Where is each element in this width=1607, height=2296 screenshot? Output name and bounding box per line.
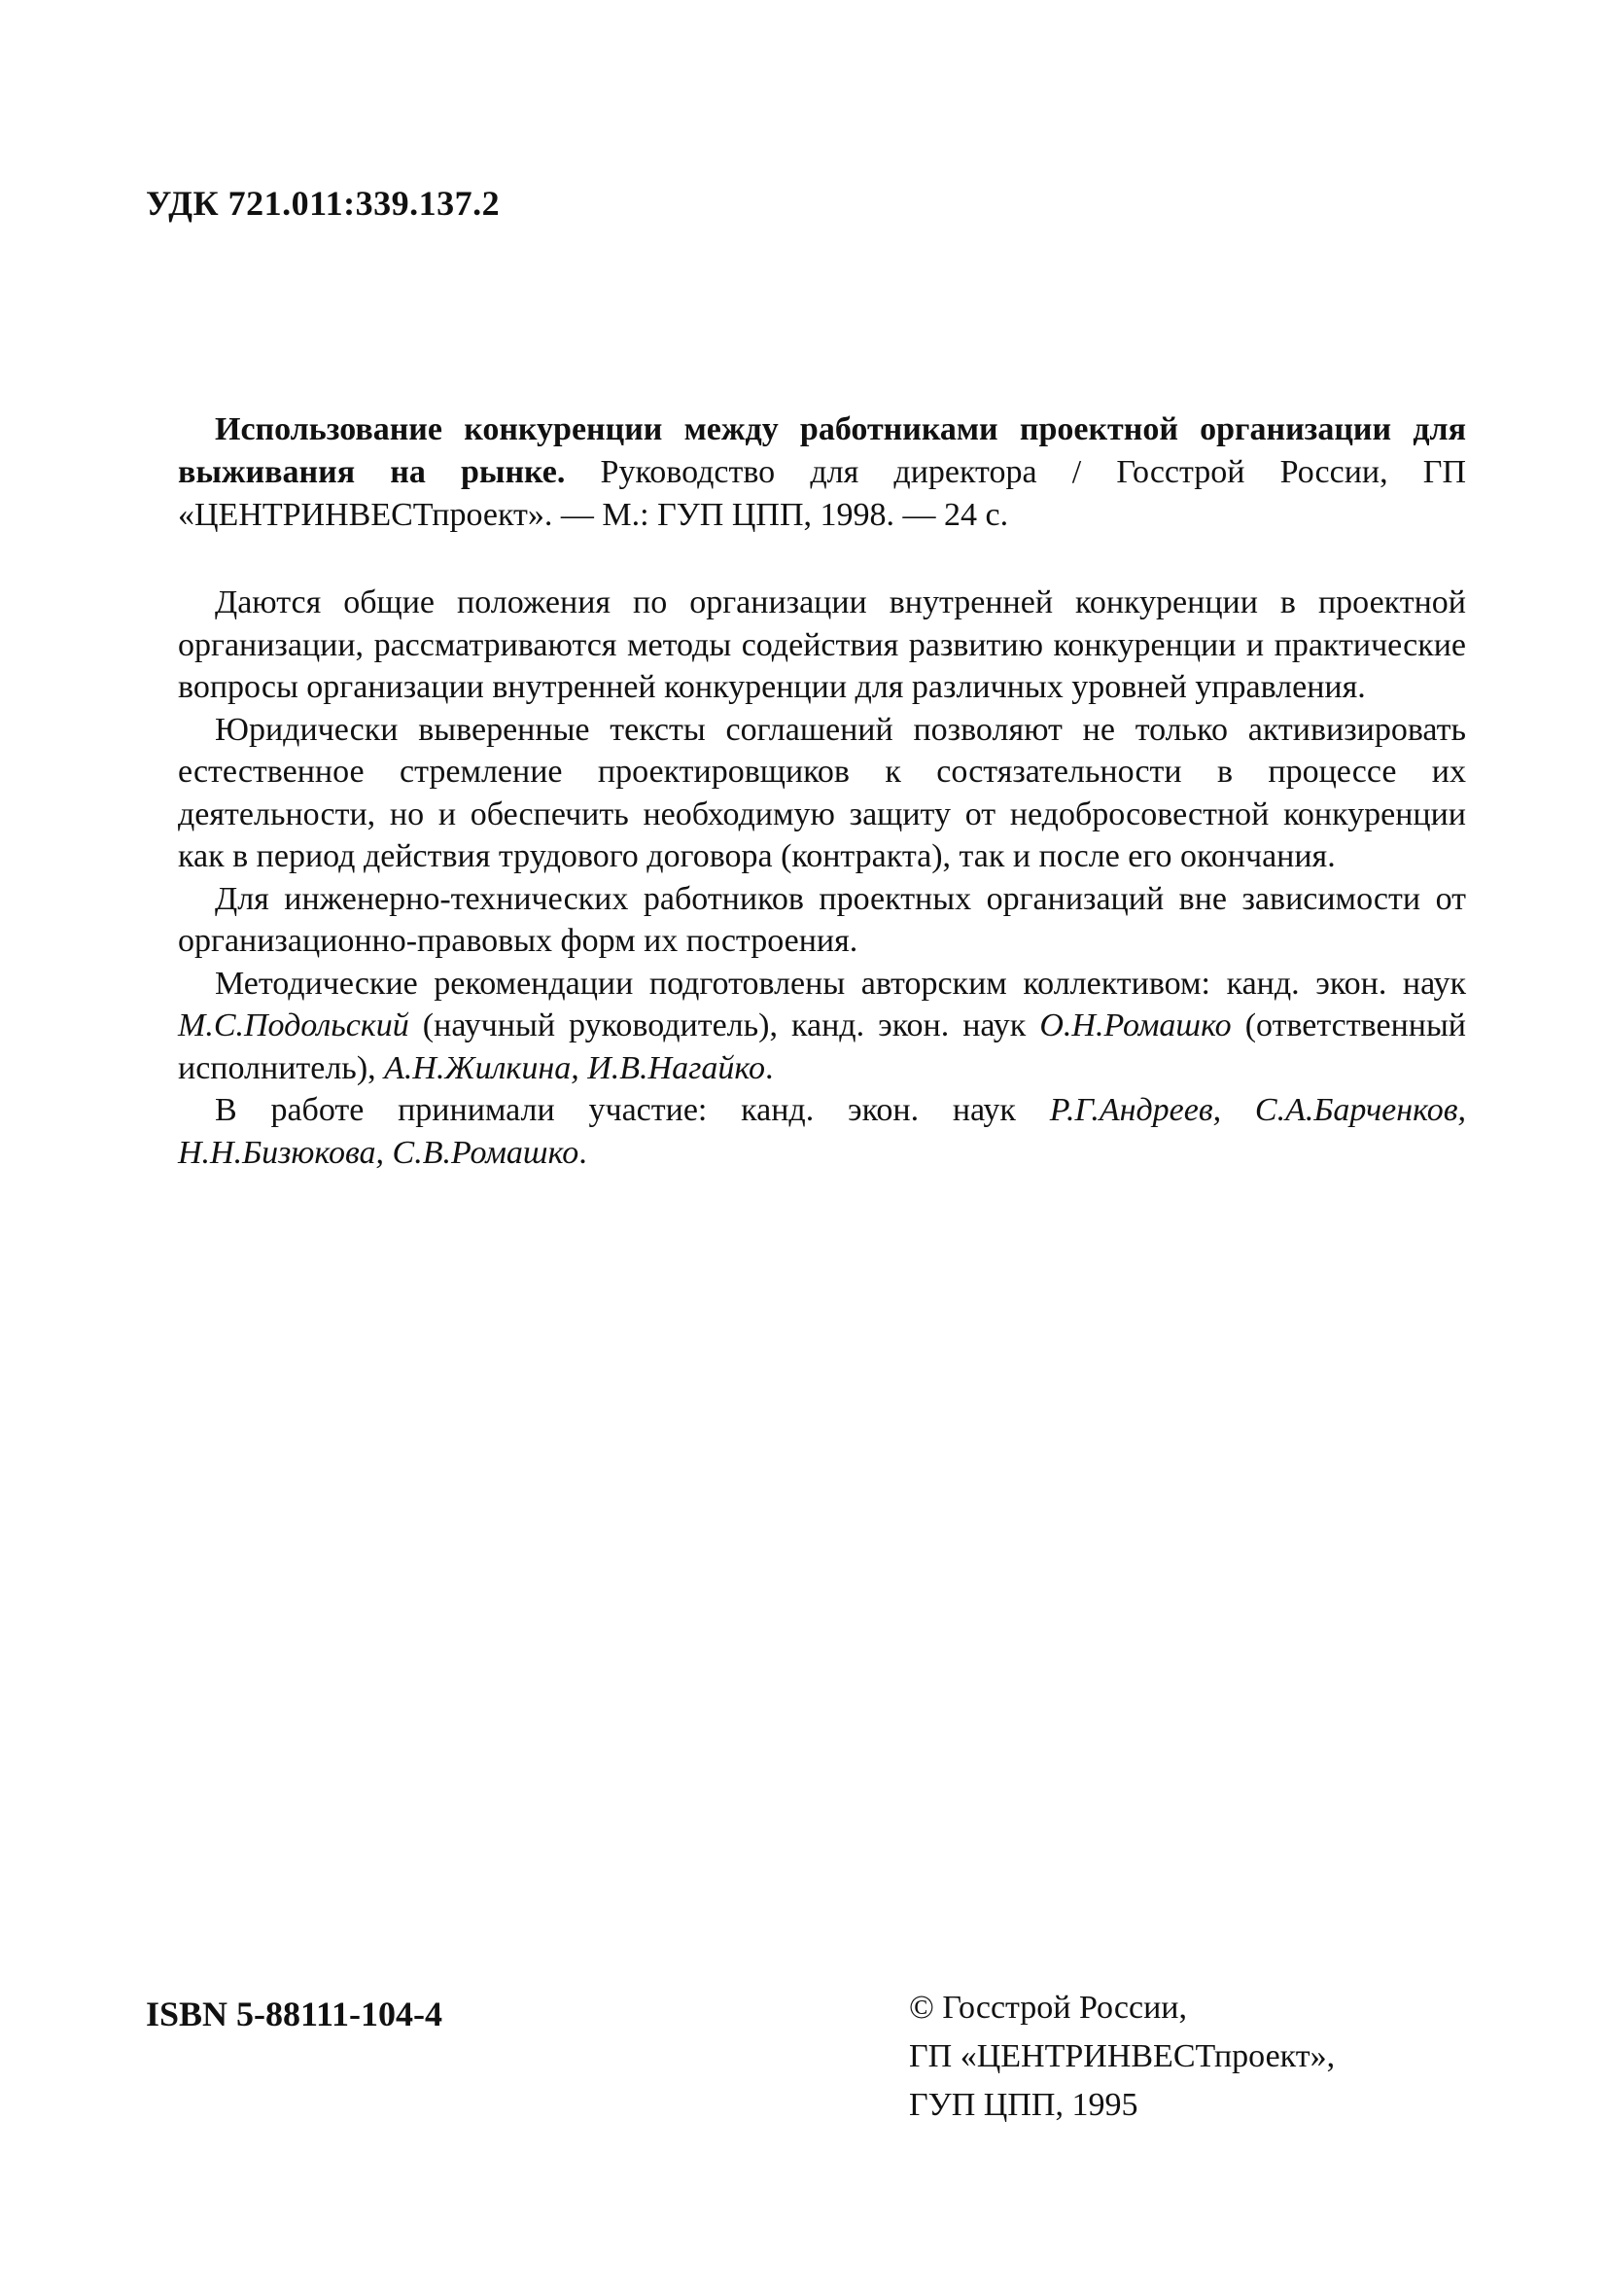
abstract-paragraph-3: Для инженерно-технических работников проектных организаций вне зависимости от организационно-правовых форм их построения. bbox=[178, 880, 1466, 959]
participant-name: Р.Г.Андреев, bbox=[1049, 1092, 1222, 1128]
participants-paragraph bbox=[178, 1089, 1466, 1174]
author-name: М.С.Подольский bbox=[178, 1007, 409, 1043]
author-name: О.Н.Ромашко bbox=[1039, 1007, 1232, 1043]
author-name: А.Н.Жилкина, bbox=[384, 1049, 579, 1086]
author-name: И.В.Нагайко bbox=[587, 1049, 765, 1086]
participant-name: С.В.Ромашко bbox=[392, 1134, 579, 1171]
copyright-line-1: © Госстрой России, bbox=[909, 1990, 1187, 2026]
udk-code: УДК 721.011:339.137.2 bbox=[146, 184, 501, 223]
authors-text-1: Методические рекомендации подготовлены авторским коллективом: канд. экон. наук bbox=[215, 965, 1466, 1002]
copyright-line-3: ГУП ЦПП, 1995 bbox=[909, 2087, 1138, 2123]
authors-text-2: (научный руководитель), канд. экон. наук bbox=[408, 1007, 1040, 1043]
authors-text-5: . bbox=[764, 1049, 774, 1086]
copyright-block bbox=[909, 1984, 1335, 2130]
bibliographic-record bbox=[178, 408, 1466, 537]
participants-text-1: В работе принимали участие: канд. экон. наук bbox=[215, 1092, 1050, 1128]
authors-text-3: (ответственный исполнитель), bbox=[178, 1007, 1466, 1086]
participants-text-5: . bbox=[578, 1134, 587, 1171]
participants-text-2 bbox=[1221, 1092, 1255, 1128]
participants-text-4 bbox=[384, 1135, 393, 1171]
authors-text-4 bbox=[579, 1050, 588, 1086]
abstract bbox=[178, 582, 1466, 1174]
abstract-paragraph-1: Даются общие положения по организации внутренней конкуренции в проектной организации, рассматриваются методы содействия развитию конкуренции и практические вопросы организации внутренней конкуренции для различных уровней управления. bbox=[178, 584, 1466, 705]
participant-name: Н.Н.Бизюкова, bbox=[178, 1134, 385, 1171]
isbn: ISBN 5-88111-104-4 bbox=[146, 1995, 443, 2033]
bibliographic-title: Использование конкуренции между работниками проектной организации для выживания на рынке. bbox=[178, 411, 1466, 490]
authors-paragraph bbox=[178, 963, 1466, 1090]
abstract-paragraph-2: Юридически выверенные тексты соглашений позволяют не только активизировать естественное стремление проектировщиков к состязательности в процессе их деятельности, но и обеспечить необходимую защиту от недобросовестной конкуренции как в период действия трудового договора (контракта), так и после его окончания. bbox=[178, 711, 1466, 874]
copyright-line-2: ГП «ЦЕНТРИНВЕСТпроект», bbox=[909, 2038, 1336, 2074]
bibliographic-details: Руководство для директора / Госстрой России, ГП «ЦЕНТРИНВЕСТпроект». — М.: ГУП ЦПП, 1998. — 24 с. bbox=[178, 454, 1466, 533]
participant-name: С.А.Барченков, bbox=[1254, 1092, 1467, 1128]
